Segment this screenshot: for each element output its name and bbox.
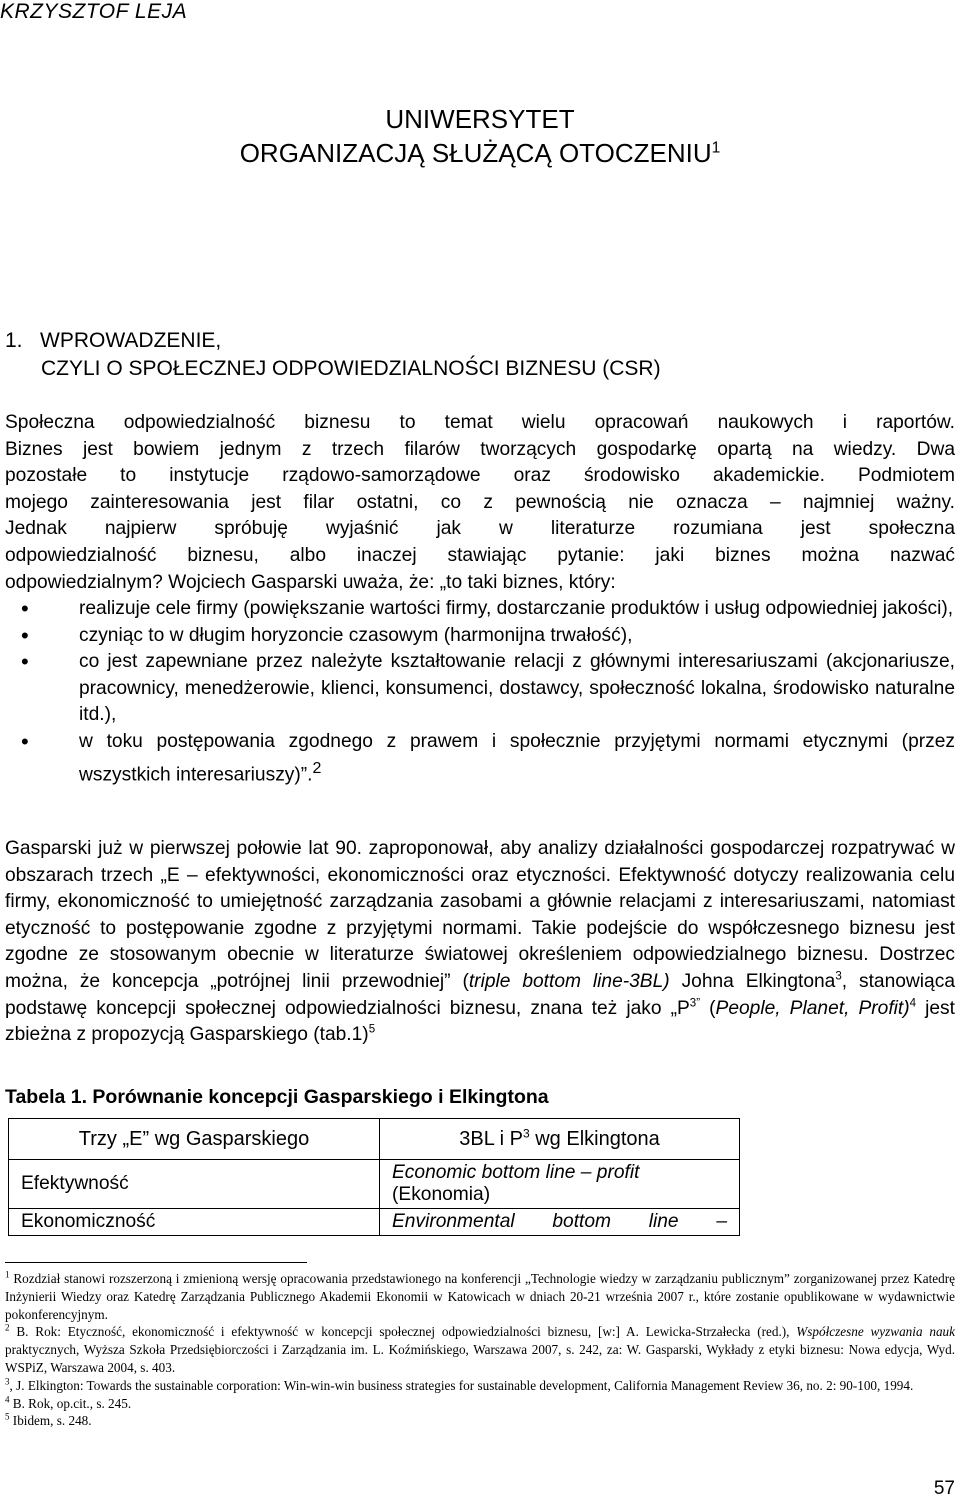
table-cell: Environmental bottom line –	[380, 1209, 740, 1236]
title-line-1: UNIWERSYTET	[385, 104, 575, 134]
paragraph-line: Społeczna odpowiedzialność biznesu to temat wielu opracowań naukowych i raportów.	[5, 412, 955, 433]
document-title	[0, 102, 960, 170]
footnote: $^2$ B. Rok: Etyczność, ekonomiczność i efektywność w koncepcji społecznej odpowiedzialności biznesu, [w:] A. Lewicka-Strzałecka (red.), Współczesne wyzwania nauk praktycznych, Wyższa Szkoła Przedsiębiorczości i Zarządzania im. L. Koźmińskiego, Warszawa 2007, s. 242, za: W. Gasparski, Wykłady z etyki biznesu: Nowa edycja, Wyd. WSPiZ, Warszawa 2004, s. 403.	[5, 1323, 956, 1375]
footnote-ref: 2	[312, 759, 322, 777]
section-heading	[5, 327, 661, 383]
footnotes	[5, 1270, 955, 1430]
footnote-separator	[5, 1262, 307, 1263]
table-cell: Economic bottom line – profit (Ekonomia)	[380, 1160, 740, 1209]
table-header-cell: 3BL i $P^3$ wg Elkingtona	[380, 1119, 740, 1160]
footnote-ref: 3	[835, 970, 842, 983]
table-header-row	[9, 1119, 740, 1160]
table-row	[9, 1209, 740, 1236]
list-item: • w toku postępowania zgodnego z prawem i społecznie przyjętymi normami etycznymi (przez wszystkich interesariuszy)”.$^2$	[5, 729, 955, 789]
list-item: • realizuje cele firmy (powiększanie wartości firmy, dostarczanie produktów i usług odpowiedniej jakości),	[5, 596, 955, 623]
footnote-ref: 1	[711, 139, 721, 157]
paragraph-line: odpowiedzialność biznesu, albo inaczej stawiając pytanie: jaki biznes można nazwać	[5, 544, 955, 566]
table-row	[9, 1160, 740, 1209]
paragraph-line: pozostałe to instytucje rządowo-samorządowe oraz środowisko akademickie. Podmiotem	[5, 465, 955, 487]
footnote: $^1$ Rozdział stanowi rozszerzoną i zmienioną wersję opracowania przedstawionego na konferencji „Technologie wiedzy w zarządzaniu publicznym” zorganizowanej przez Katedrę Inżynierii Wiedzy oraz Katedrę Zarządzania Publicznego Akademii Ekonomii w Katowicach w dniach 20-21 września 2007 r., które zostanie opublikowane w wydawnictwie pokonferencyjnym.	[5, 1269, 955, 1322]
footnote-ref: 4	[909, 997, 917, 1010]
table-caption: Tabela 1. Porównanie koncepcji Gasparskiego i Elkingtona	[5, 1086, 549, 1108]
page-number: 57	[933, 1478, 955, 1499]
section-number: 1.	[5, 329, 23, 352]
bullet-list	[5, 596, 955, 789]
paragraph-line: odpowiedzialnym? Wojciech Gasparski uważa, że: „to taki biznes, który:	[5, 571, 616, 593]
table-cell: Ekonomiczność	[9, 1209, 380, 1236]
table-header-cell: Trzy „E” wg Gasparskiego	[9, 1119, 380, 1160]
list-item: • czyniąc to w długim horyzoncie czasowym (harmonijna trwałość),	[5, 623, 955, 650]
running-header-author: KRZYSZTOF LEJA	[0, 0, 188, 23]
comparison-table	[8, 1118, 740, 1236]
footnote: $^5$ Ibidem, s. 248.	[5, 1411, 92, 1429]
paragraph-intro	[5, 410, 955, 596]
footnote: $^3$, J. Elkington: Towards the sustainable corporation: Win-win-win business strategies for sustainable development, California Management Review 36, no. 2: 90-100, 1994.	[5, 1376, 914, 1393]
section-title-line-2: CZYLI O SPOŁECZNEJ ODPOWIEDZIALNOŚCI BIZNESU (CSR)	[41, 357, 661, 380]
footnote: $^4$ B. Rok, op.cit., s. 245.	[5, 1394, 132, 1411]
paragraph-gasparski: Gasparski już w pierwszej połowie lat 90. zaproponował, aby analizy działalności gospodarczej rozpatrywać w obszarach trzech „E – efektywności, ekonomiczności oraz etyczności. Efektywność dotyczy realizowania celu firmy, ekonomiczność to umiejętność zarządzania zasobami a głównie relacjami z interesariuszami, natomiast etyczność to postępowanie zgodne z przyjętymi normami. Takie podejście do współczesnego biznesu jest zgodne ze stosowanym obecnie w literaturze światowej określeniem odpowiedzialnego biznesu. Dostrzec można, że koncepcja „potrójnej linii przewodniej” (triple bottom line-3BL) Johna Elkingtona$^3$, stanowiąca podstawę koncepcji społecznej odpowiedzialności biznesu, znana też jako $„P^{3”}$ (People, Planet, Profit)$^4$ jest zbieżna z propozycją Gasparskiego $(tab.1)^5$	[5, 838, 955, 1046]
footnote-ref: 5	[368, 1023, 376, 1036]
paragraph-line: mojego zainteresowania jest filar ostatni, co z pewnością nie oznacza – najmniej ważny.	[5, 491, 955, 513]
section-title-line-1: WPROWADZENIE,	[40, 329, 222, 352]
table-cell: Efektywność	[9, 1160, 380, 1209]
paragraph-line: Jednak najpierw spróbuję wyjaśnić jak w literaturze rozumiana jest społeczna	[5, 518, 955, 540]
title-line-2: ORGANIZACJĄ SŁUŻĄCĄ OTOCZENIU$^1$	[239, 138, 721, 168]
paragraph-line: Biznes jest bowiem jednym z trzech filarów tworzących gospodarkę opartą na wiedzy. Dwa	[5, 438, 955, 460]
list-item: • co jest zapewniane przez należyte kształtowanie relacji z głównymi interesariuszami (akcjonariusze, pracownicy, menedżerowie, klienci, konsumenci, dostawcy, społeczność lokalna, środowisko naturalne itd.),	[5, 649, 955, 729]
